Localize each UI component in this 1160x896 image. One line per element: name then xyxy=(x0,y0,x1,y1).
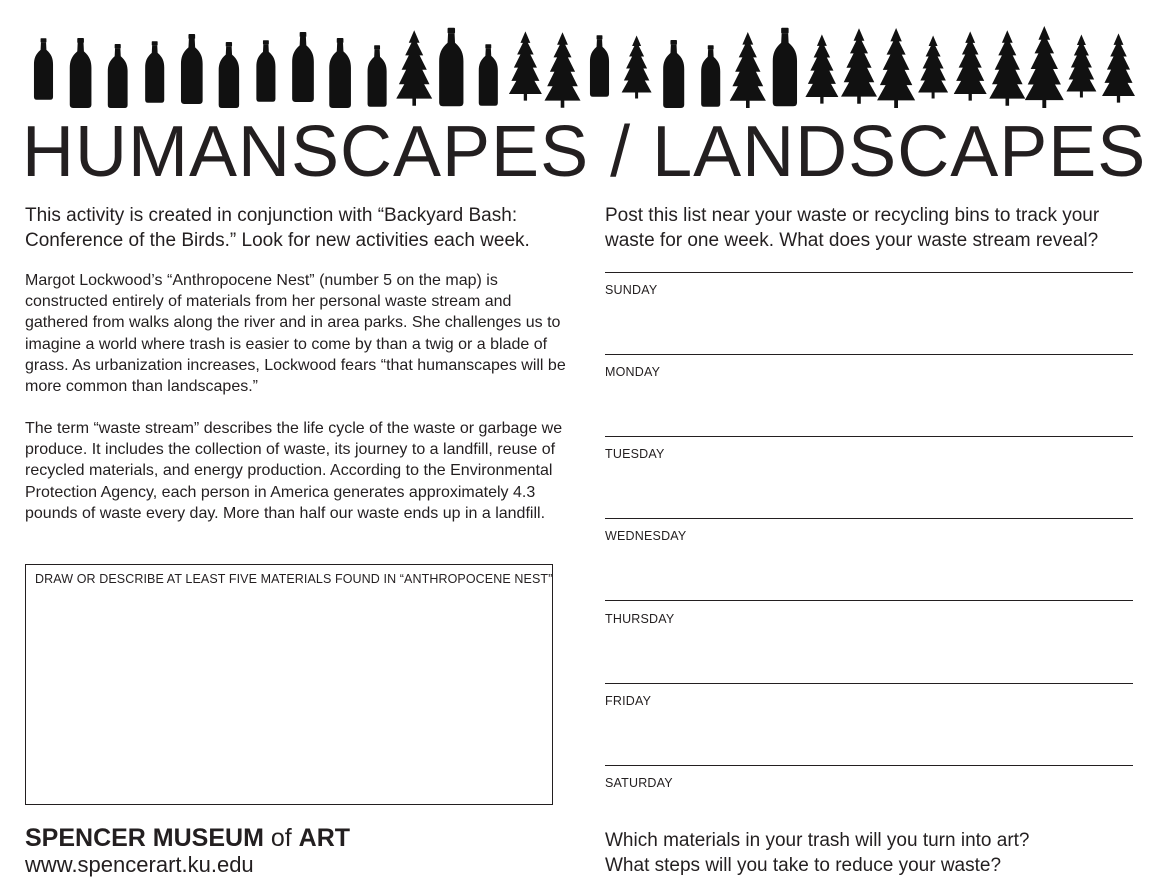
website-url[interactable]: www.spencerart.ku.edu xyxy=(25,852,254,877)
day-line-monday xyxy=(605,354,1133,355)
bottle-icon xyxy=(368,45,387,107)
bottle-icon xyxy=(34,38,53,100)
question-reduce: What steps will you take to reduce your waste? xyxy=(605,855,1002,876)
banner-silhouettes xyxy=(25,24,1137,108)
reflection-questions xyxy=(605,828,1030,878)
bottle-icon xyxy=(701,45,720,107)
day-label-monday: MONDAY xyxy=(605,365,661,379)
tracking-instructions: Post this list near your waste or recycling bins to track your waste for one week. What does your waste stream reveal? xyxy=(605,205,1100,251)
bottle-icon xyxy=(663,40,684,108)
tree-icon xyxy=(1066,35,1096,98)
museum-logo xyxy=(25,824,350,852)
day-line-tuesday xyxy=(605,436,1133,437)
question-art: Which materials in your trash will you turn into art? xyxy=(605,830,1030,851)
bottle-icon xyxy=(219,42,239,108)
tree-icon xyxy=(1102,33,1135,102)
tree-icon xyxy=(730,32,766,108)
tree-icon xyxy=(877,28,915,108)
bottle-icon xyxy=(773,28,797,106)
bottle-icon xyxy=(329,38,351,108)
tree-icon xyxy=(545,32,581,108)
draw-describe-box[interactable] xyxy=(25,564,553,805)
paragraph-anthropocene-nest: Margot Lockwood’s “Anthropocene Nest” (number 5 on the map) is constructed entirely of materials from her personal waste stream and gathered from walks along the river and in area parks. She challenges us to imagine a world where trash is easier to come by than a twig or a blade of grass. As urbanization increases, Lockwood fears “that humanscapes will be more common than landscapes.” xyxy=(25,272,566,396)
logo-of: of xyxy=(263,824,299,852)
logo-art: ART xyxy=(298,824,351,852)
bottle-icon xyxy=(439,28,463,106)
bottle-icon xyxy=(590,35,609,97)
draw-box-label: DRAW OR DESCRIBE AT LEAST FIVE MATERIALS FOUND IN “ANTHROPOCENE NEST” xyxy=(35,572,553,586)
tree-icon xyxy=(989,30,1025,106)
day-label-thursday: THURSDAY xyxy=(605,612,675,626)
day-line-sunday xyxy=(605,272,1133,273)
day-label-saturday: SATURDAY xyxy=(605,776,673,790)
intro-text: This activity is created in conjunction with “Backyard Bash: Conference of the Birds.” Look for new activities each week. xyxy=(25,205,530,251)
tree-icon xyxy=(805,34,838,103)
tree-icon xyxy=(918,36,948,99)
day-label-tuesday: TUESDAY xyxy=(605,447,665,461)
day-label-wednesday: WEDNESDAY xyxy=(605,529,687,543)
day-label-sunday: SUNDAY xyxy=(605,283,658,297)
bottle-icon xyxy=(292,32,314,102)
bottle-icon xyxy=(479,44,498,106)
bottle-icon xyxy=(145,41,164,103)
day-label-friday: FRIDAY xyxy=(605,694,652,708)
bottle-icon xyxy=(108,44,128,108)
tree-icon xyxy=(509,31,542,100)
day-line-wednesday xyxy=(605,518,1133,519)
logo-name: SPENCER MUSEUM xyxy=(25,824,264,852)
tree-icon xyxy=(841,28,877,104)
bottle-icon xyxy=(70,38,92,108)
paragraph-waste-stream: The term “waste stream” describes the life cycle of the waste or garbage we produce. It includes the collection of waste, its journey to a landfill, reuse of recycled materials, and energy production. According to the Environmental Protection Agency, each person in America generates approximately 4.3 pounds of waste every day. More than half our waste ends up in a landfill. xyxy=(25,420,563,522)
tree-icon xyxy=(1025,26,1064,108)
page-title: HUMANSCAPES / LANDSCAPES xyxy=(22,112,1147,192)
day-line-thursday xyxy=(605,600,1133,601)
tree-icon xyxy=(622,36,652,99)
bottle-icon xyxy=(256,40,275,102)
tree-icon xyxy=(396,30,432,106)
day-line-friday xyxy=(605,683,1133,684)
tree-icon xyxy=(954,31,987,100)
day-line-saturday xyxy=(605,765,1133,766)
bottle-icon xyxy=(181,34,203,104)
